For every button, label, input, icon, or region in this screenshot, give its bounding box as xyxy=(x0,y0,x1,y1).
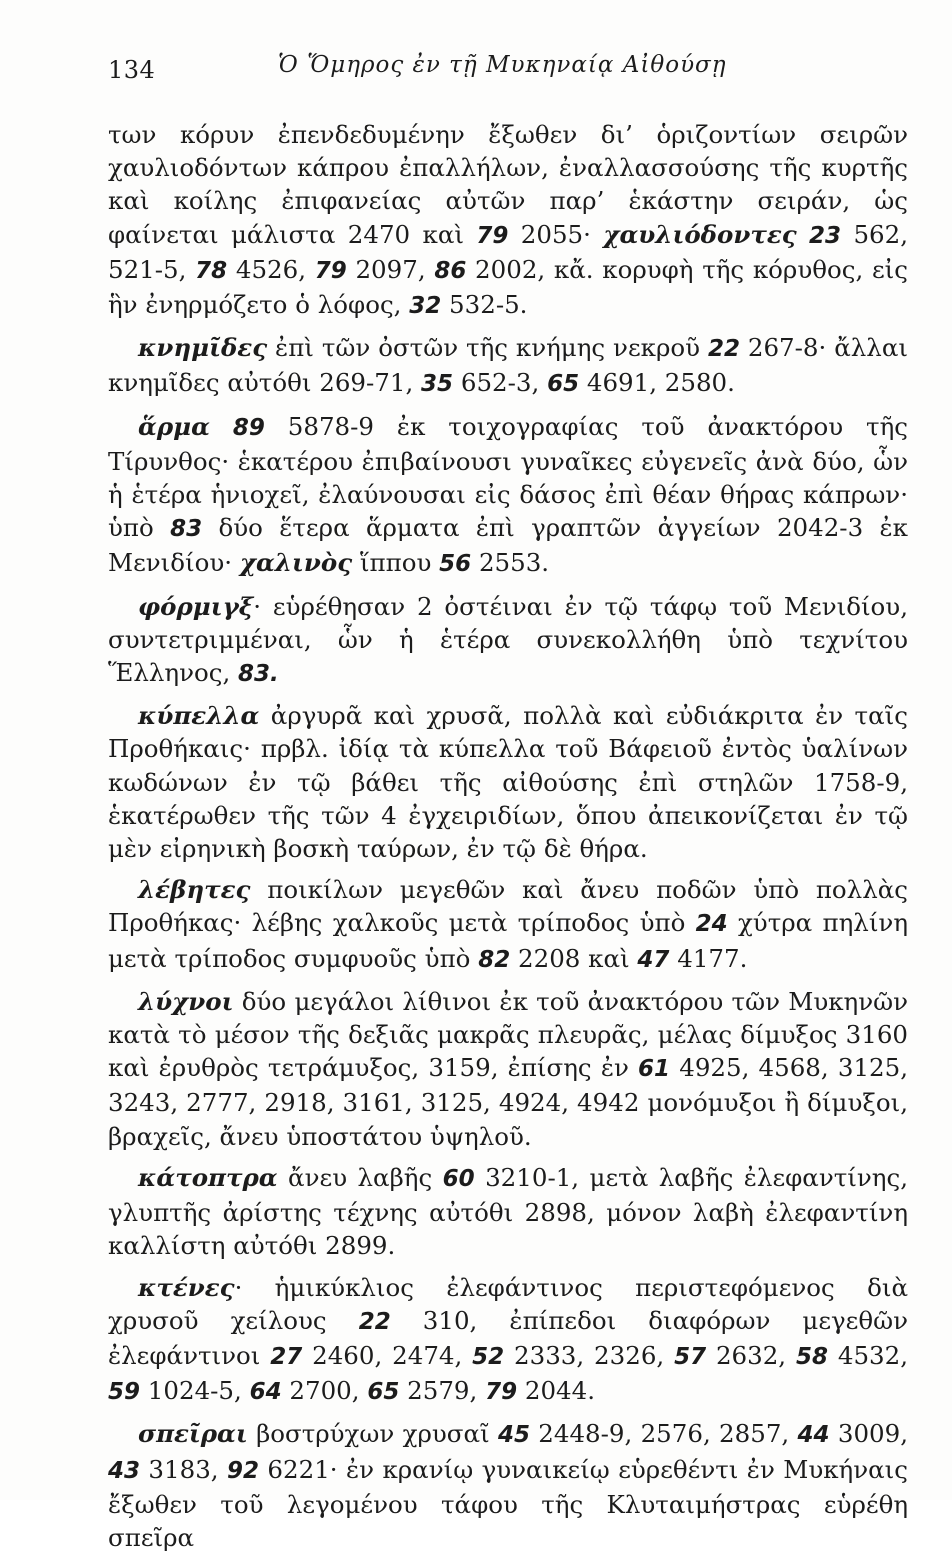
entry-term: χαυλιόδοντες xyxy=(603,219,797,249)
entry-text: 2448-9, 2576, 2857, xyxy=(529,1419,798,1449)
glossary-entry xyxy=(108,1271,908,1410)
entry-text: ἄνευ λαβῆς xyxy=(277,1162,443,1192)
plate-number: 32 xyxy=(409,293,442,320)
entry-text: βοστρύχων χρυσαῖ xyxy=(247,1419,498,1449)
plate-number: 83 xyxy=(170,516,203,543)
entry-text: 2097, xyxy=(346,254,435,284)
plate-number: 78 xyxy=(195,257,228,284)
entry-text: 652-3, xyxy=(453,368,548,398)
entry-term: κνημῖδες xyxy=(138,333,268,363)
plate-number: 79 xyxy=(314,257,347,284)
entry-term: σπεῖραι xyxy=(138,1419,248,1449)
glossary-entry xyxy=(108,331,908,401)
entry-text: 2579, xyxy=(399,1376,486,1406)
plate-number: 22 xyxy=(707,336,740,363)
entry-text: 2333, 2326, xyxy=(504,1340,675,1370)
plate-number: 45 xyxy=(497,1422,530,1449)
plate-number: 92 xyxy=(227,1457,260,1484)
glossary-entry xyxy=(108,410,908,582)
running-title: Ὁ Ὅμηρος ἐν τῇ Μυκηναίᾳ Αἰθούσῃ xyxy=(278,52,727,78)
entry-text: 2055· xyxy=(508,219,604,249)
plate-number: 60 xyxy=(442,1165,475,1192)
entry-text: 3183, xyxy=(140,1454,227,1484)
plate-number: 52 xyxy=(472,1343,505,1370)
entry-text: δύο ἕτερα ἅρματα ἐπὶ γραπτῶν ἀγγείων 2042-3 ἐκ Μενιδίου· xyxy=(108,513,908,578)
entry-text: 2002, κἄ. κορυφὴ τῆς κόρυθος, εἰς ἣν ἐνηρμόζετο ὁ λόφος, xyxy=(108,254,908,320)
entry-text: ποικίλων μεγεθῶν καὶ ἄνευ ποδῶν ὑπὸ πολλὰς Προθήκας· λέβης χαλκοῦς μετὰ τρίποδος ὑπὸ xyxy=(108,875,908,938)
glossary-entry xyxy=(108,1417,908,1554)
page-number: 134 xyxy=(108,56,156,84)
entry-text: 5878-9 ἐκ τοιχογραφίας τοῦ ἀνακτόρου τῆς Τίρυνθος· ἑκατέρου ἐπιβαίνουσι γυναῖκες εὐγενεῖς ἀνὰ δύο, ὧν ἡ ἑτέρα ἡνιοχεῖ, ἐλαύνουσαι εἰς δάσος ἐπὶ θέαν θήρας κάπρων· ὑπὸ xyxy=(108,411,908,543)
entry-continuation xyxy=(108,118,908,323)
glossary-entry xyxy=(108,1161,908,1263)
entry-text: 4925, 4568, 3125, 3243, 2777, 2918, 3161, 3125, 4924, 4942 μονόμυξοι ἢ δίμυξοι, βραχεῖς, ἄνευ ὑποστάτου ὑψηλοῦ. xyxy=(108,1053,908,1151)
entry-text: 2700, xyxy=(281,1376,368,1406)
plate-number: 59 xyxy=(108,1379,141,1406)
entry-text: · εὑρέθησαν 2 ὀστέιναι ἐν τῷ τάφῳ τοῦ Μενιδίου, συντετριμμέναι, ὧν ἡ ἑτέρα συνεκολλήθη ὑπὸ τεχνίτου Ἕλληνος, xyxy=(108,591,908,688)
plate-number: 89 xyxy=(232,414,265,441)
entry-text: 2553. xyxy=(471,548,550,578)
entry-text: · ἡμικύκλιος ἐλεφάντινος περιστεφόμενος διὰ χρυσοῦ χείλους xyxy=(108,1272,908,1335)
entry-term: λύχνοι xyxy=(138,986,234,1016)
entry-term: φόρμιγξ xyxy=(138,591,254,621)
entry-text: 4532, xyxy=(827,1340,908,1370)
entry-term: λέβητες xyxy=(138,875,251,905)
entry-text: ἐπὶ τῶν ὀστῶν τῆς κνήμης νεκροῦ xyxy=(267,333,708,363)
entry-text: 562, 521-5, xyxy=(108,219,908,284)
plate-number: 64 xyxy=(249,1379,282,1406)
plate-number: 65 xyxy=(367,1379,400,1406)
body-text xyxy=(108,118,908,1562)
entry-text: 3009, xyxy=(829,1419,908,1449)
plate-number: 56 xyxy=(439,551,472,578)
plate-number: 35 xyxy=(421,371,454,398)
plate-number: 79 xyxy=(476,222,509,249)
entry-text: 3210-1, μετὰ λαβῆς ἐλεφαντίνης, γλυπτῆς ἀρίστης τέχνης αὐτόθι 2898, μόνον λαβὴ ἐλεφαντίνη καλλίστη αὐτόθι 2899. xyxy=(108,1162,908,1261)
entry-text: 6221· ἐν κρανίῳ γυναικείῳ εὑρεθέντι ἐν Μυκήναις ἔξωθεν τοῦ λεγομένου τάφου τῆς Κλυταιμήστρας εὑρέθη σπεῖρα xyxy=(108,1454,908,1552)
entry-text: των κόρυν ἐπενδεδυμένην ἔξωθεν δι’ ὁριζοντίων σειρῶν χαυλιοδόντων κάπρου ἐπαλλήλων, ἐναλλασσούσης τῆς κυρτῆς καὶ κοίλης ἐπιφανείας αὐτῶν παρ’ ἑκάστην σειράν, ὡς φαίνεται μάλιστα 2470 καὶ xyxy=(108,120,908,249)
glossary-entry xyxy=(108,873,908,977)
entry-text: 1024-5, xyxy=(140,1376,250,1406)
entry-term: κάτοπτρα xyxy=(138,1162,278,1192)
entry-text: 4526, xyxy=(227,254,315,284)
plate-number: 27 xyxy=(270,1343,303,1370)
plate-number: 61 xyxy=(638,1056,671,1083)
entry-text: 4177. xyxy=(669,943,748,973)
plate-number: 57 xyxy=(674,1343,707,1370)
plate-number: 65 xyxy=(547,371,580,398)
glossary-entry xyxy=(108,590,908,692)
entry-text: 4691, 2580. xyxy=(579,368,735,398)
entry-text: 2632, xyxy=(706,1340,796,1370)
glossary-entry xyxy=(108,699,908,865)
entry-text: χύτρα πηλίνη μετὰ τρίποδος συμφυοῦς ὑπὸ xyxy=(108,908,908,973)
entry-text: 267-8· ἄλλαι κνημῖδες αὐτόθι 269-71, xyxy=(108,333,908,398)
plate-number: 86 xyxy=(434,257,467,284)
plate-number: 44 xyxy=(797,1422,830,1449)
running-head xyxy=(108,48,908,88)
glossary-entry xyxy=(108,985,908,1153)
entry-text xyxy=(210,412,233,441)
plate-number: 23 xyxy=(809,222,842,249)
entry-text xyxy=(797,220,809,249)
entry-text: 2208 καὶ xyxy=(510,943,638,973)
plate-number: 58 xyxy=(795,1343,828,1370)
entry-text: 2044. xyxy=(517,1376,596,1406)
entry-term: χαλινὸς xyxy=(239,548,353,578)
entry-term: κτένες xyxy=(138,1272,235,1302)
entry-text: ἀργυρᾶ καὶ χρυσᾶ, πολλὰ καὶ εὐδιάκριτα ἐν ταῖς Προθήκαις· πρβλ. ἰδίᾳ τὰ κύπελλα τοῦ Βάφειοῦ ἐντὸς ὑαλίνων κωδώνων ἐν τῷ βάθει τῆς αἰθούσης ἐπὶ στηλῶν 1758-9, ἑκατέρωθεν τῆς τῶν 4 ἐγχειριδίων, ὅπου ἀπεικονίζεται ἐν τῷ μὲν εἰρηνικὴ βοσκὴ ταύρων, ἐν τῷ δὲ θήρα. xyxy=(108,701,908,864)
plate-number: 83. xyxy=(238,661,279,688)
plate-number: 24 xyxy=(695,911,728,938)
plate-number: 43 xyxy=(108,1457,141,1484)
entry-text: δύο μεγάλοι λίθινοι ἐκ τοῦ ἀνακτόρου τῶν Μυκηνῶν κατὰ τὸ μέσον τῆς δεξιᾶς μακρᾶς πλευρᾶς, μέλας δίμυξος 3160 καὶ ἐρυθρὸς τετράμυξος, 3159, ἐπίσης ἐν xyxy=(108,986,908,1083)
plate-number: 47 xyxy=(637,946,670,973)
entry-text: 2460, 2474, xyxy=(302,1340,473,1370)
plate-number: 22 xyxy=(358,1308,391,1335)
plate-number: 82 xyxy=(478,946,511,973)
entry-term: κύπελλα xyxy=(138,701,260,731)
entry-term: ἅρμα xyxy=(138,411,210,441)
entry-text: 310, ἐπίπεδοι διαφόρων μεγεθῶν ἐλεφάντινοι xyxy=(108,1305,908,1370)
plate-number: 79 xyxy=(485,1379,518,1406)
entry-text: ἵππου xyxy=(352,548,440,578)
entry-text: 532-5. xyxy=(441,290,528,320)
